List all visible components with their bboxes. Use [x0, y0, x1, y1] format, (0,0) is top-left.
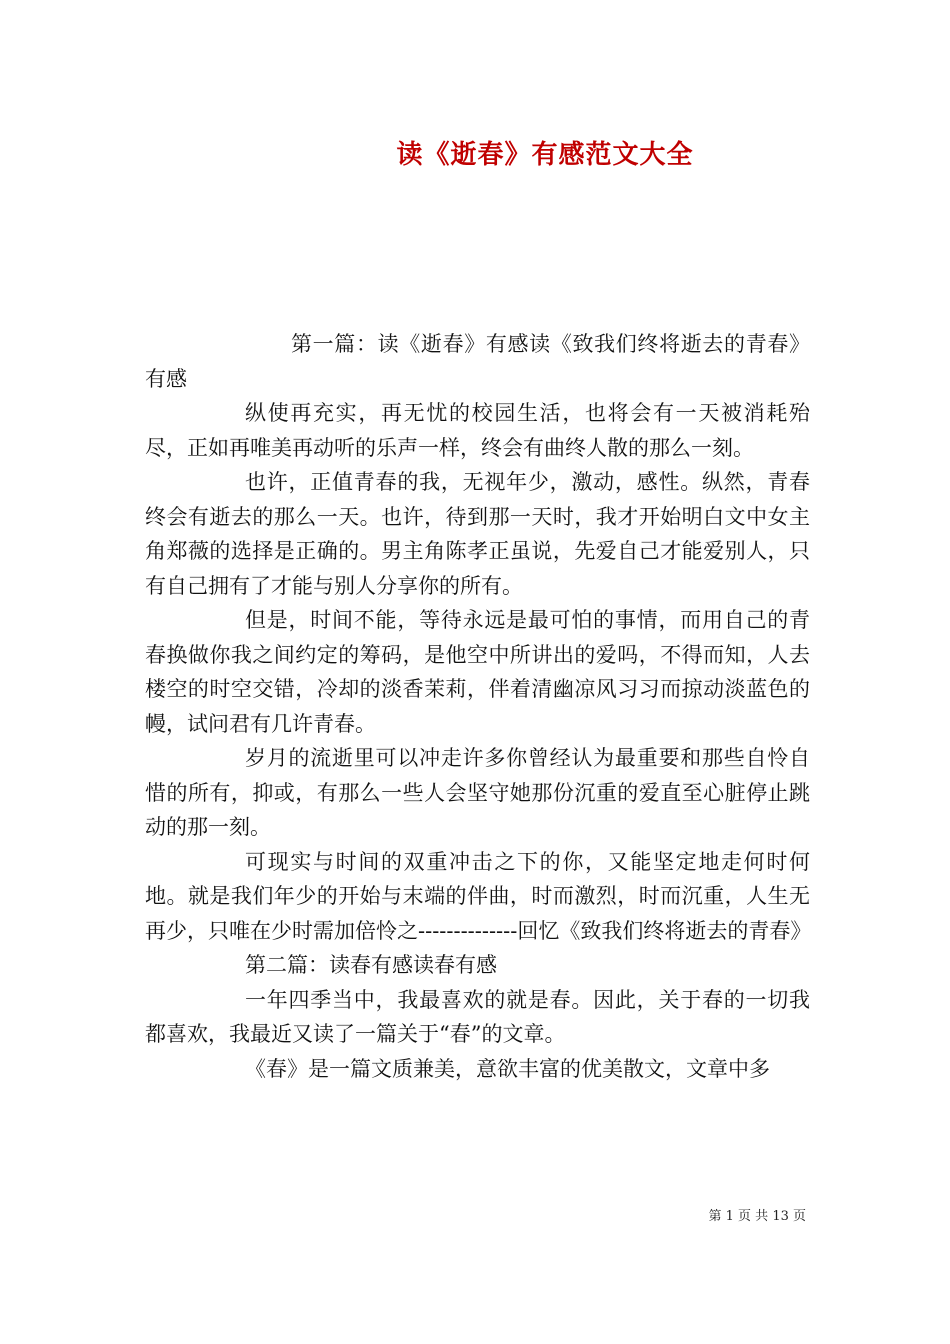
- paragraph: 可现实与时间的双重冲击之下的你，又能坚定地走何时何地。就是我们年少的开始与末端的伴曲，时而激烈，时而沉重，人生无再少，只唯在少时需加倍怜之--------------回忆《致我们终将逝去的青春》: [145, 849, 812, 943]
- paragraph: 《春》是一篇文质兼美，意欲丰富的优美散文，文章中多: [245, 1056, 770, 1081]
- paragraph: 也许，正值青春的我，无视年少，激动，感性。纵然，青春终会有逝去的那么一天。也许，待到那一天时，我才开始明白文中女主角郑薇的选择是正确的。男主角陈孝正虽说，先爱自己才能爱别人，只有自己拥有了才能与别人分享你的所有。: [145, 470, 810, 598]
- section-heading-1: 第一篇：读《逝春》有感读《致我们终将逝去的青春》有感: [145, 332, 810, 391]
- section-heading-2: 第二篇：读春有感读春有感: [245, 953, 497, 977]
- paragraph: 岁月的流逝里可以冲走许多你曾经认为最重要和那些自怜自惜的所有，抑或，有那么一些人会坚守她那份沉重的爱直至心脏停止跳动的那一刻。: [145, 746, 810, 839]
- document-body: [145, 327, 810, 1086]
- document-title: 读《逝春》有感范文大全: [396, 140, 694, 170]
- paragraph: 纵使再充实，再无忧的校园生活，也将会有一天被消耗殆尽，正如再唯美再动听的乐声一样，终会有曲终人散的那么一刻。: [145, 401, 810, 460]
- page-number-footer: 第 1 页 共 13 页: [708, 1209, 806, 1224]
- paragraph: 一年四季当中，我最喜欢的就是春。因此，关于春的一切我都喜欢，我最近又读了一篇关于“春”的文章。: [145, 987, 810, 1046]
- paragraph: 但是，时间不能，等待永远是最可怕的事情，而用自己的青春换做你我之间约定的筹码，是他空中所讲出的爱吗，不得而知，人去楼空的时空交错，冷却的淡香茉莉，伴着清幽凉风习习而掠动淡蓝色的幔，试问君有几许青春。: [145, 608, 810, 736]
